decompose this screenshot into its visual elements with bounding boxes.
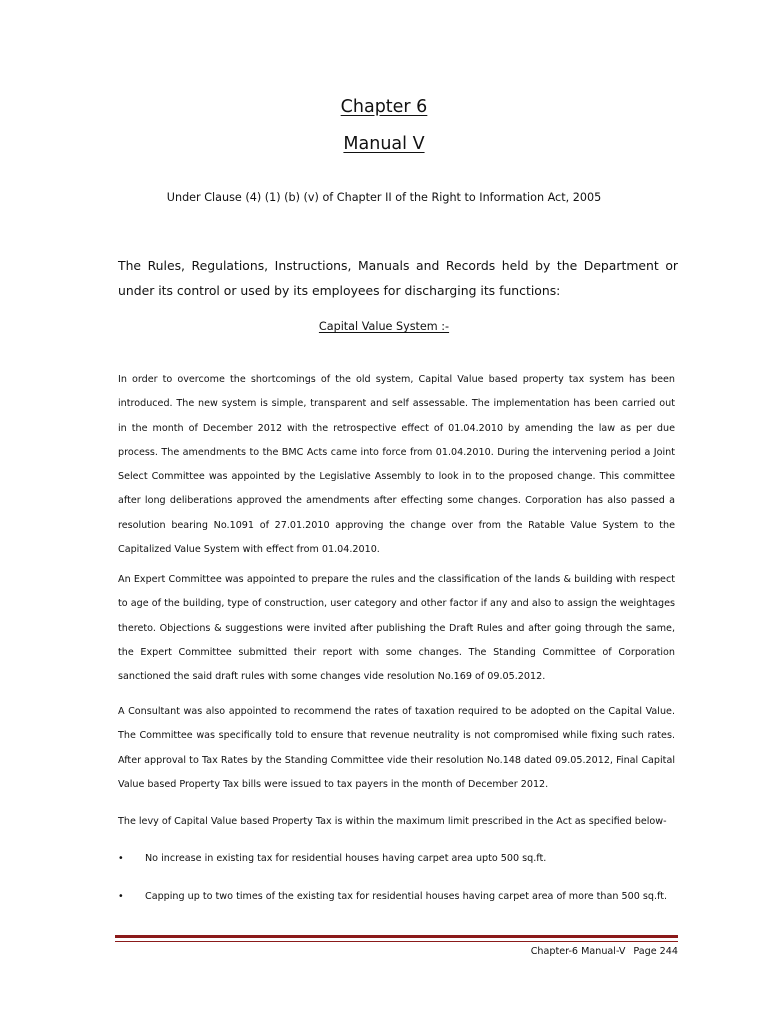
list-item [118,851,678,867]
list-item [118,889,678,905]
intro-paragraph: The Rules, Regulations, Instructions, Manuals and Records held by the Department or under its control or used by its employees for discharging its functions: [118,258,678,298]
page-footer [523,946,678,957]
list-item-text: No increase in existing tax for residential houses having carpet area upto 500 sq.ft. [145,853,547,864]
bullet-icon: • [118,853,124,864]
section-heading: Capital Value System :- [318,320,450,333]
paragraph-expert-committee: An Expert Committee was appointed to prepare the rules and the classification of the lands & building with respect to age of the building, type of construction, user category and other factor if any and also to assign the weightages thereto. Objections & suggestions were invited after publishing the Draft Rules and after going through the same, the Expert Committee submitted their report with some changes. The Standing Committee of Corporation sanctioned the said draft rules with some changes vide resolution No.169 of 09.05.2012. [118,574,675,683]
paragraph-capital-value-intro: In order to overcome the shortcomings of the old system, Capital Value based property tax system has been introduced. The new system is simple, transparent and self assessable. The implementation has been carried out in the month of December 2012 with the retrospective effect of 01.04.2010 by amending the law as per due process. The amendments to the BMC Acts came into force from 01.04.2010. During the intervening period a Joint Select Committee was appointed by the Legislative Assembly to look in to the proposed change. This committee after long deliberations approved the amendments after effecting some changes. Corporation has also passed a resolution bearing No.1091 of 27.01.2010 approving the change over from the Ratable Value System to the Capitalized Value System with effect from 01.04.2010. [118,374,675,556]
paragraph-consultant: A Consultant was also appointed to recommend the rates of taxation required to be adopted on the Capital Value. The Committee was specifically told to ensure that revenue neutrality is not compromised while fixing such rates. After approval to Tax Rates by the Standing Committee vide their resolution No.148 dated 09.05.2012, Final Capital Value based Property Tax bills were issued to tax payers in the month of December 2012. [118,706,675,790]
list-item-text: Capping up to two times of the existing tax for residential houses having carpet area of more than 500 sq.ft. [145,891,668,902]
manual-title: Manual V [343,134,425,154]
footer-divider-thin [115,941,678,942]
chapter-title: Chapter 6 [340,97,428,117]
footer-label: Chapter-6 Manual-V [530,946,626,957]
footer-divider-thick [115,935,678,938]
page-number: Page 244 [633,946,678,957]
clause-line: Under Clause (4) (1) (b) (v) of Chapter II of the Right to Information Act, 2005 [166,191,602,204]
bullet-icon: • [118,891,124,902]
paragraph-levy: The levy of Capital Value based Property Tax is within the maximum limit prescribed in the Act as specified below- [118,816,667,827]
